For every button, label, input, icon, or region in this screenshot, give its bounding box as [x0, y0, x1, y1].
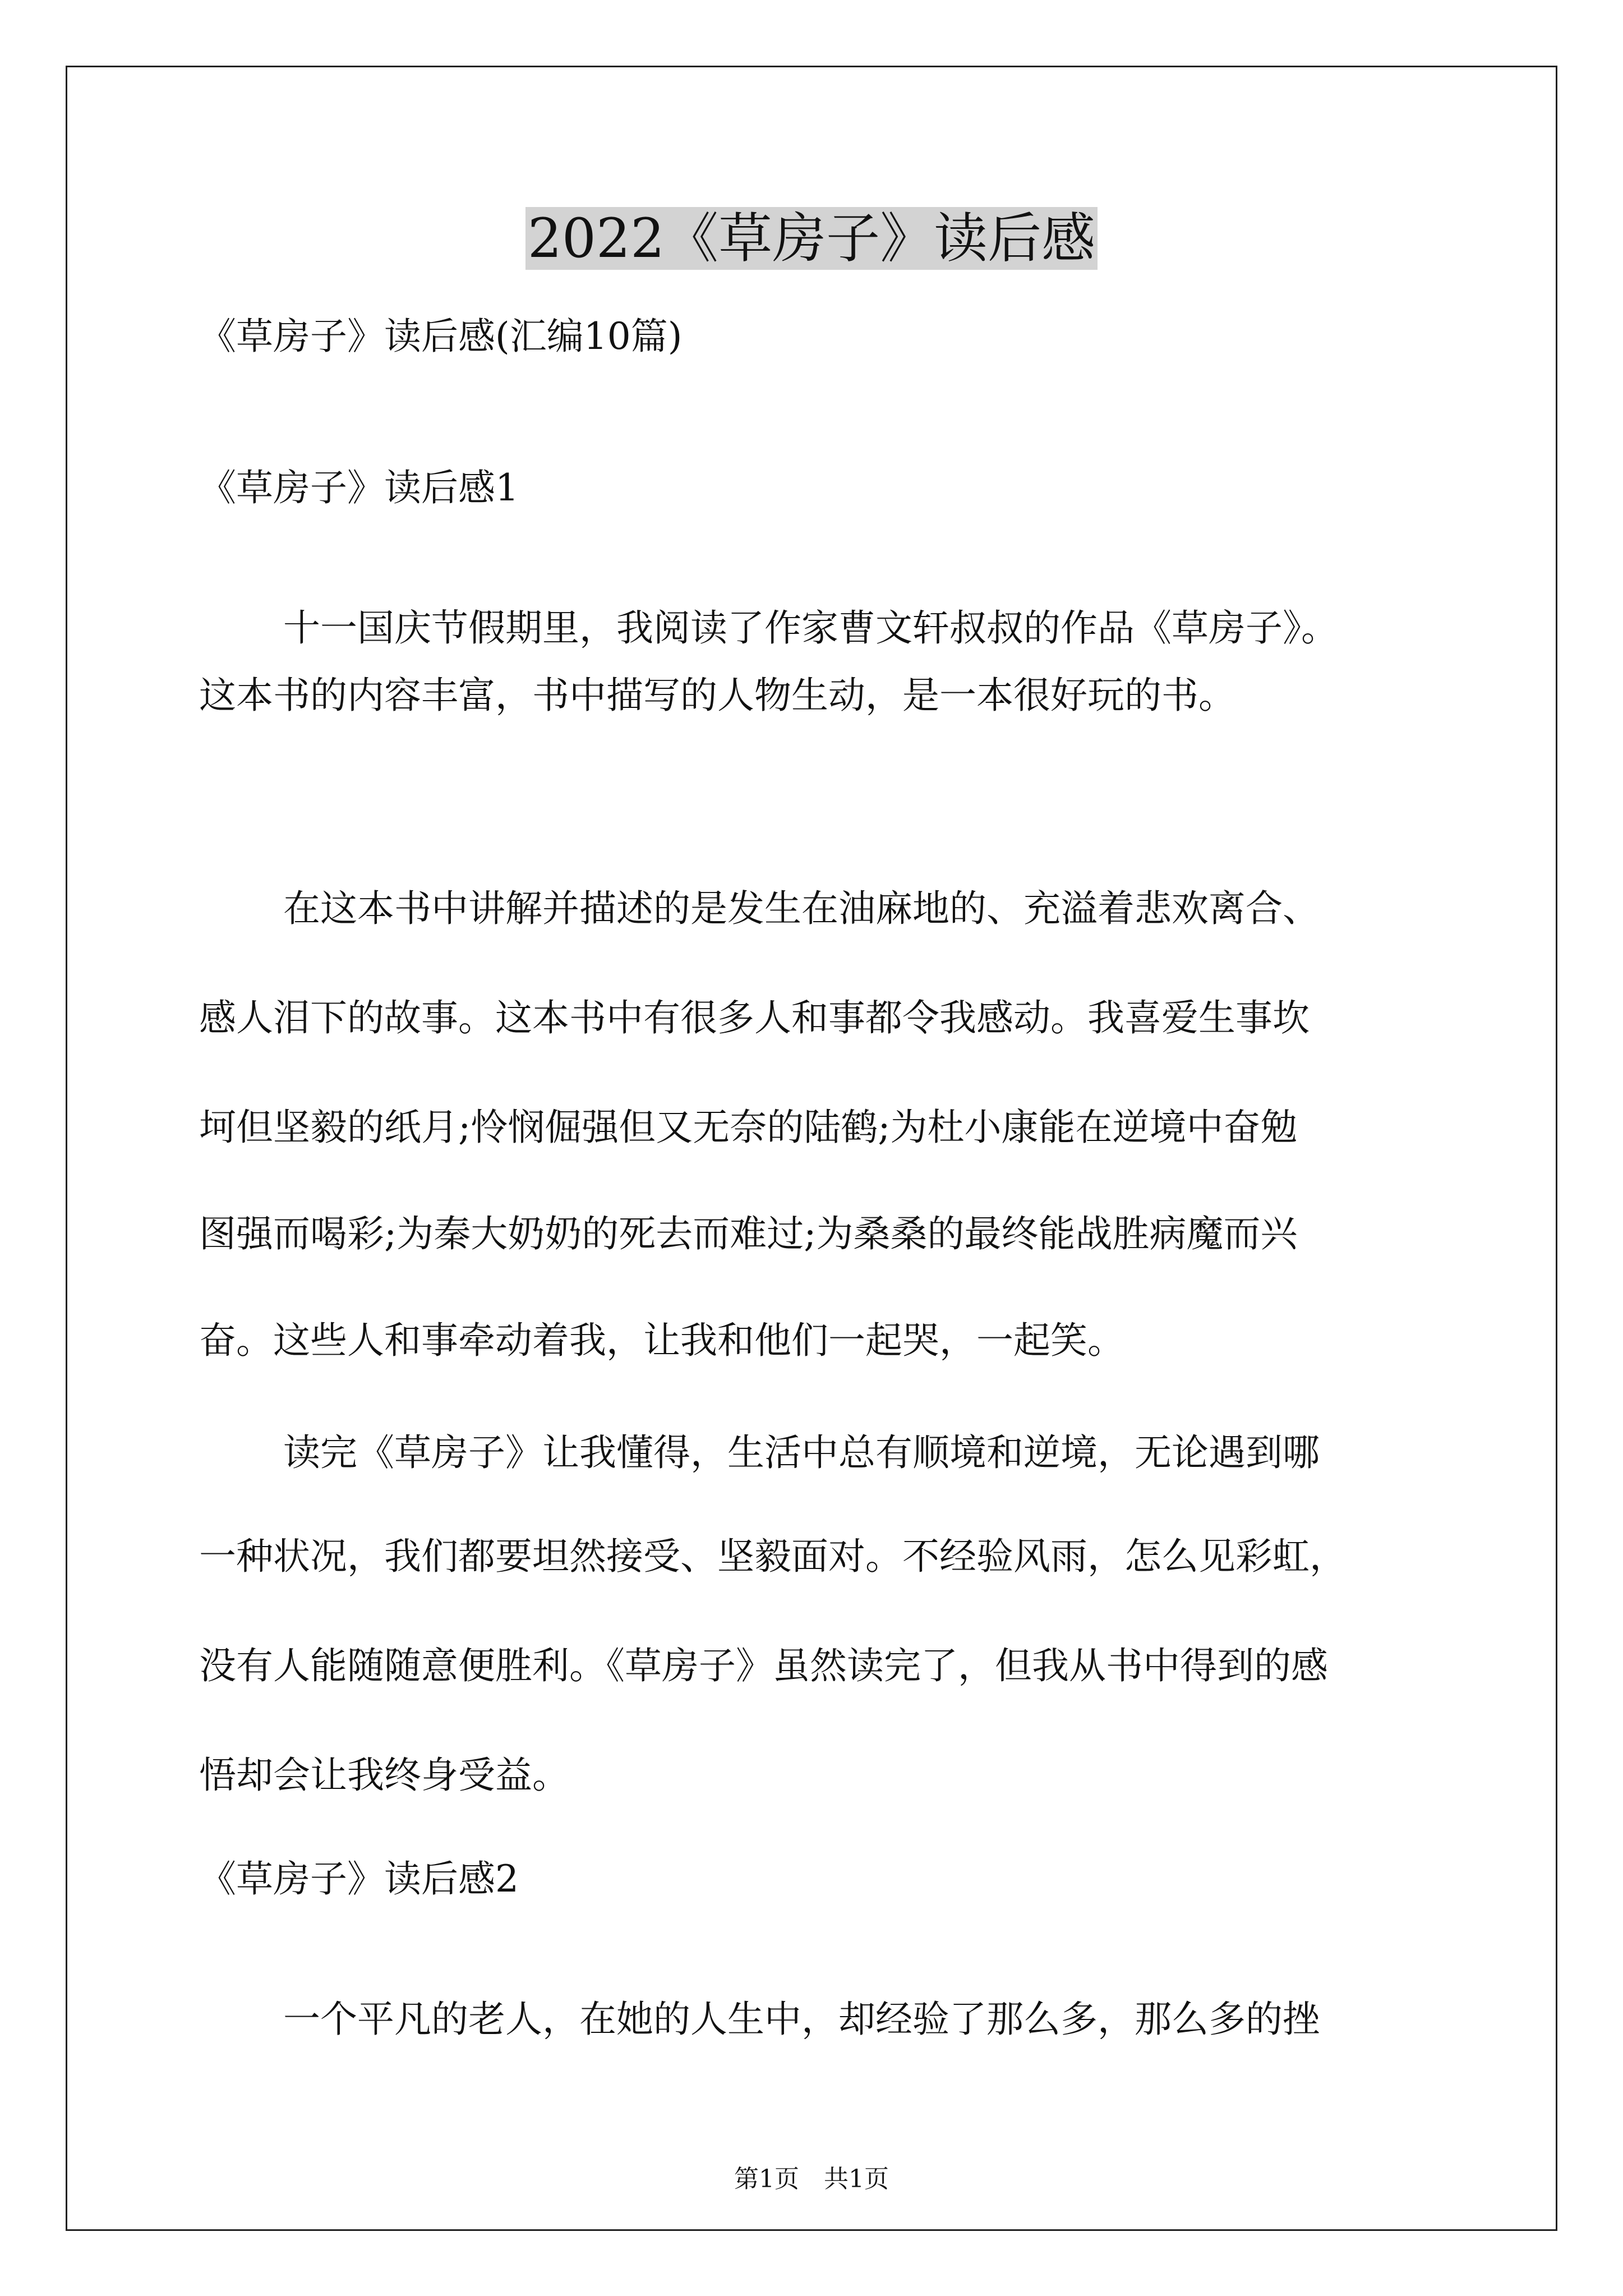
page-footer: 第1页 共1页	[734, 2165, 889, 2193]
paragraph-line: 没有人能随随意便胜利。《草房子》虽然读完了，但我从书中得到的感	[199, 1644, 1328, 1687]
paragraph-line: 图强而喝彩;为秦大奶奶的死去而难过;为桑桑的最终能战胜病魔而兴	[199, 1212, 1298, 1255]
paragraph-line: 十一国庆节假期里，我阅读了作家曹文轩叔叔的作品《草房子》。	[283, 606, 1338, 650]
paragraph-line: 一种状况，我们都要坦然接受、坚毅面对。不经验风雨，怎么见彩虹，	[199, 1535, 1347, 1578]
paragraph-line: 一个平凡的老人，在她的人生中，却经验了那么多，那么多的挫	[283, 1998, 1320, 2041]
paragraph-line: 感人泪下的故事。这本书中有很多人和事都令我感动。我喜爱生事坎	[199, 996, 1310, 1039]
paragraph-line: 在这本书中讲解并描述的是发生在油麻地的、充溢着悲欢离合、	[283, 887, 1320, 930]
document-title	[0, 199, 1623, 278]
document-title-text: 2022《草房子》读后感	[525, 207, 1098, 270]
paragraph-line: 读完《草房子》让我懂得，生活中总有顺境和逆境，无论遇到哪	[283, 1431, 1320, 1474]
paragraph-line: 坷但坚毅的纸月;怜悯倔强但又无奈的陆鹤;为杜小康能在逆境中奋勉	[199, 1106, 1298, 1149]
document-subtitle: 《草房子》读后感(汇编10篇)	[199, 315, 683, 358]
section-1-heading: 《草房子》读后感1	[199, 466, 519, 509]
paragraph-line: 奋。这些人和事牵动着我，让我和他们一起哭，一起笑。	[199, 1319, 1124, 1362]
paragraph-line: 这本书的内容丰富，书中描写的人物生动，是一本很好玩的书。	[199, 674, 1235, 717]
paragraph-line: 悟却会让我终身受益。	[199, 1754, 569, 1797]
section-2-heading: 《草房子》读后感2	[199, 1857, 519, 1901]
